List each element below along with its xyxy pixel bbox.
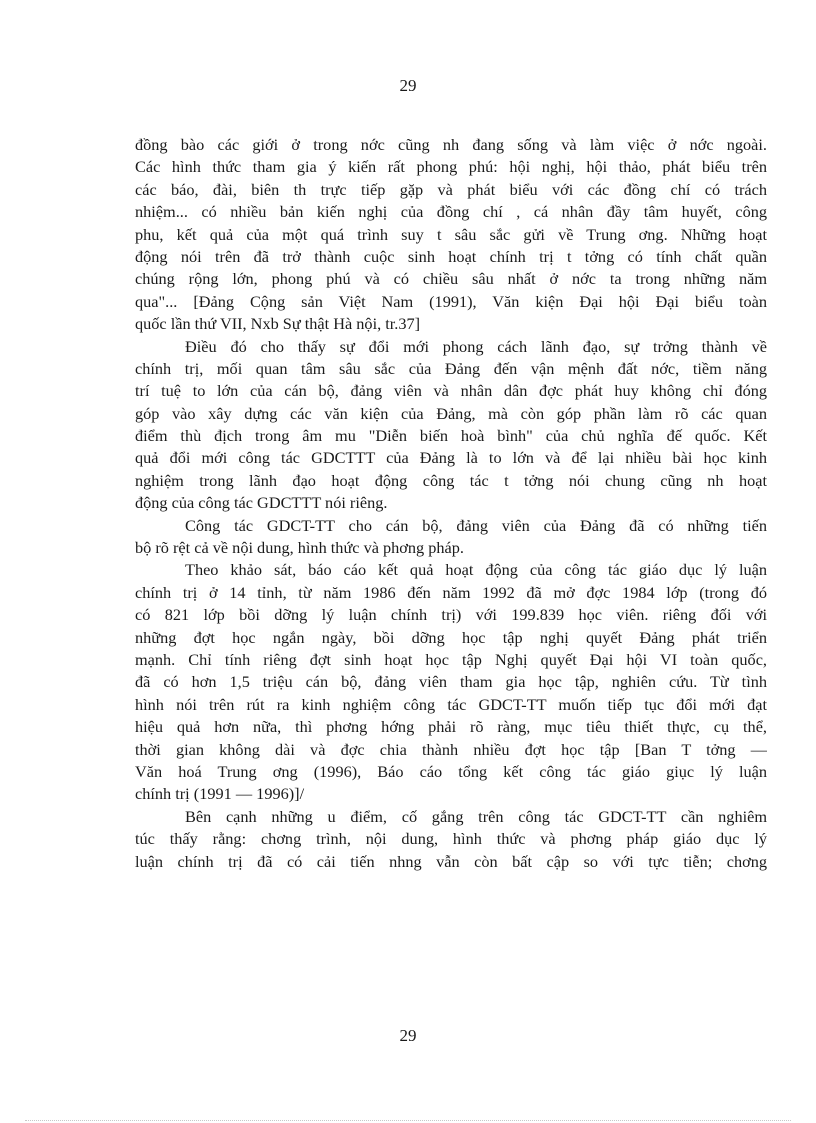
page-number-top: 29 <box>399 76 417 95</box>
text-line: luận chính trị đã có cải tiến nhng vẫn còn bất cập so với tực tiễn; chơng <box>135 851 767 871</box>
text-line: góp vào xây dựng các văn kiện của Đảng, mà còn góp phần làm rõ các quan <box>135 403 767 423</box>
text-line: thời gian không dài và đợc chia thành nhiều đợt học tập [Ban T tởng — <box>135 739 767 759</box>
text-line: mạnh. Chỉ tính riêng đợt sinh hoạt học tập Nghị quyết Đại hội VI toàn quốc, <box>135 649 767 669</box>
text-line: hiệu quả hơn nữa, thì phơng hớng phải rõ ràng, mục tiêu thiết thực, cụ thể, <box>135 717 767 737</box>
text-line: chính trị (1991 — 1996)]/ <box>135 784 305 804</box>
text-line: nghiệm trong lãnh đạo hoạt động công tác t tởng nói chung cũng nh hoạt <box>135 470 767 490</box>
text-line: có 821 lớp bồi dỡng lý luận chính trị) với 199.839 học viên. riêng đối với <box>135 605 767 625</box>
text-line: Điều đó cho thấy sự đổi mới phong cách lãnh đạo, sự trởng thành về <box>185 336 767 356</box>
text-line: quả đổi mới công tác GDCTTT của Đảng là to lớn và để lại nhiều bài học kinh <box>135 448 767 468</box>
text-line: những đợt học ngắn ngày, bồi dỡng học tập nghị quyết Đảng phát triển <box>135 627 767 647</box>
text-line: động nói trên đã trở thành cuộc sinh hoạt chính trị t tởng có tính chất quần <box>135 246 767 266</box>
footer-divider <box>25 1120 791 1121</box>
text-line: chính trị, mối quan tâm sâu sắc của Đảng đến vận mệnh đất nớc, tiềm năng <box>135 358 767 378</box>
text-line: túc thấy rằng: chơng trình, nội dung, hình thức và phơng pháp giáo dục lý <box>135 829 767 849</box>
text-line: qua"... [Đảng Cộng sản Việt Nam (1991), Văn kiện Đại hội Đại biểu toàn <box>135 291 767 311</box>
text-line: Văn hoá Trung ơng (1996), Báo cáo tổng kết công tác giáo giục lý luận <box>135 761 767 781</box>
text-line: Công tác GDCT-TT cho cán bộ, đảng viên của Đảng đã có những tiến <box>185 515 767 535</box>
text-line: trí tuệ to lớn của cán bộ, đảng viên và nhân dân đợc phát huy không chỉ đóng <box>135 381 767 401</box>
page-number-bottom: 29 <box>399 1026 417 1045</box>
text-line: các báo, đài, biên th trực tiếp gặp và phát biểu với các đồng chí có trách <box>135 179 767 199</box>
text-line: nhiệm... có nhiều bản kiến nghị của đồng chí , cá nhân đầy tâm huyết, công <box>135 202 767 222</box>
text-line: đồng bào các giới ở trong nớc cũng nh đang sống và làm việc ở nớc ngoài. <box>135 135 767 154</box>
text-line: Các hình thức tham gia ý kiến rất phong phú: hội nghị, hội thảo, phát biểu trên <box>135 157 767 177</box>
text-line: chính trị ở 14 tỉnh, từ năm 1986 đến năm 1992 đã mở đợc 1984 lớp (trong đó <box>135 582 767 602</box>
text-line: chúng rộng lớn, phong phú và có chiều sâu nhất ở nớc ta trong những năm <box>135 269 767 289</box>
text-line: đã có hơn 1,5 triệu cán bộ, đảng viên tham gia học tập, nghiên cứu. Từ tình <box>135 672 767 692</box>
text-line: quốc lần thứ VII, Nxb Sự thật Hà nội, tr.37] <box>135 314 421 334</box>
text-line: hình nói trên rút ra kinh nghiệm công tác GDCT-TT muốn tiếp tục đổi mới đạt <box>135 694 767 714</box>
text-line: bộ rõ rệt cả về nội dung, hình thức và phơng pháp. <box>135 538 464 558</box>
text-line: điểm thù địch trong âm mu "Diễn biến hoà bình" của chủ nghĩa đế quốc. Kết <box>135 426 767 446</box>
text-line: động của công tác GDCTTT nói riêng. <box>135 493 388 513</box>
text-line: Bên cạnh những u điểm, cố gắng trên công tác GDCT-TT cần nghiêm <box>185 806 767 826</box>
body-text <box>135 134 767 873</box>
text-line: Theo khảo sát, báo cáo kết quả hoạt động của công tác giáo dục lý luận <box>185 560 767 580</box>
text-line: phu, kết quả của một quá trình suy t sâu sắc gửi về Trung ơng. Những hoạt <box>135 224 767 244</box>
